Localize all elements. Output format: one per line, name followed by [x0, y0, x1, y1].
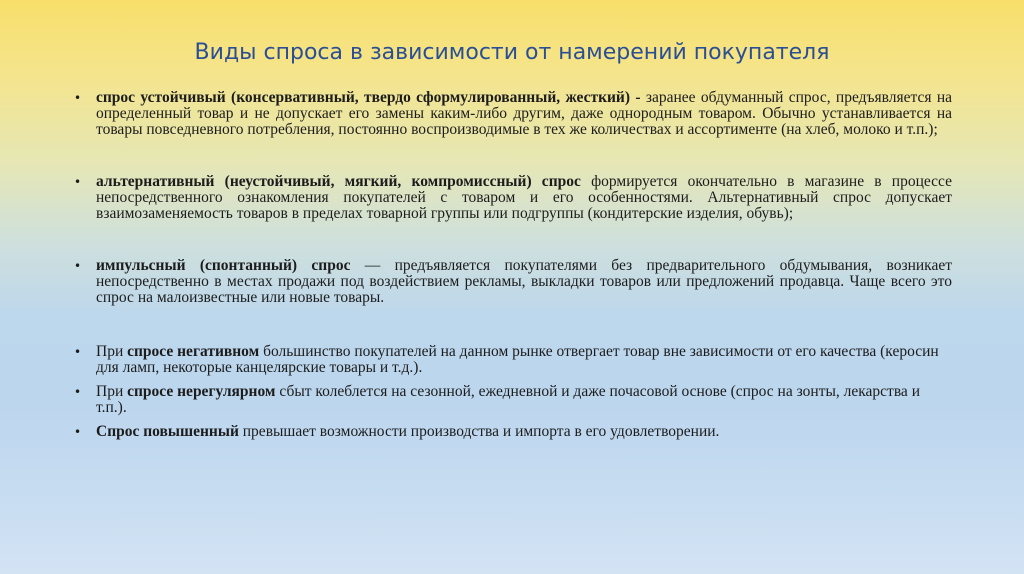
bullet-icon: •: [74, 259, 82, 273]
item-text: большинство покупателей на данном рынке отвергает товар вне зависимости от его качества (керосин для ламп, некоторые канцелярские товары и т.д.).: [96, 343, 939, 376]
list-item-excess-demand: [72, 424, 952, 440]
bullet-icon: •: [74, 385, 82, 399]
item-text: формируется окончательно в магазине в процессе непосредственного ознакомления покупателей с товаром и его особенностями. Альтернативный спрос допускает взаимозаменяемость товаров в пределах товарной группы или подгруппы (кондитерские изделия, обувь);: [96, 173, 952, 222]
list-item-impulse-demand: [72, 258, 952, 306]
bullet-icon: •: [74, 175, 82, 189]
item-prefix: При: [96, 343, 128, 360]
bullet-icon: •: [74, 91, 82, 105]
list-item-alternative-demand: [72, 174, 952, 222]
item-term: спросе негативном: [127, 343, 260, 360]
bullet-icon: •: [74, 425, 82, 439]
item-term: спрос устойчивый (консервативный, твердо сформулированный, жесткий) -: [96, 89, 641, 106]
item-term: импульсный (спонтанный) спрос: [96, 257, 351, 274]
bullet-list: [72, 90, 952, 440]
item-term: спросе нерегулярном: [127, 383, 276, 400]
item-text: сбыт колеблется на сезонной, ежедневной и даже почасовой основе (спрос на зонты, лекарства и т.п.).: [96, 383, 920, 416]
item-term: альтернативный (неустойчивый, мягкий, компромиссный) спрос: [96, 173, 581, 190]
list-item-irregular-demand: [72, 384, 952, 416]
item-prefix: При: [96, 383, 128, 400]
slide-title: Виды спроса в зависимости от намерений покупателя: [194, 40, 830, 65]
item-term: Спрос повышенный: [96, 423, 239, 440]
bullet-icon: •: [74, 345, 82, 359]
item-text: превышает возможности производства и импорта в его удовлетворении.: [238, 423, 720, 440]
list-item-stable-demand: [72, 90, 952, 138]
list-item-negative-demand: [72, 344, 952, 376]
item-text: заранее обдуманный спрос, предъявляется на определенный товар и не допускает его замены каким-либо другим, даже однородным товаром. Обычно устанавливается на товары повседневного потребления, постоянно воспроизводимые в тех же количествах и ассортименте (на хлеб, молоко и т.п.);: [96, 89, 952, 138]
item-text: — предъявляется покупателями без предварительного обдумывания, возникает непосредственно в местах продажи под воздействием рекламы, выкладки товаров или предложений продавца. Чаще всего это спрос на малоизвестные или новые товары.: [96, 257, 952, 306]
